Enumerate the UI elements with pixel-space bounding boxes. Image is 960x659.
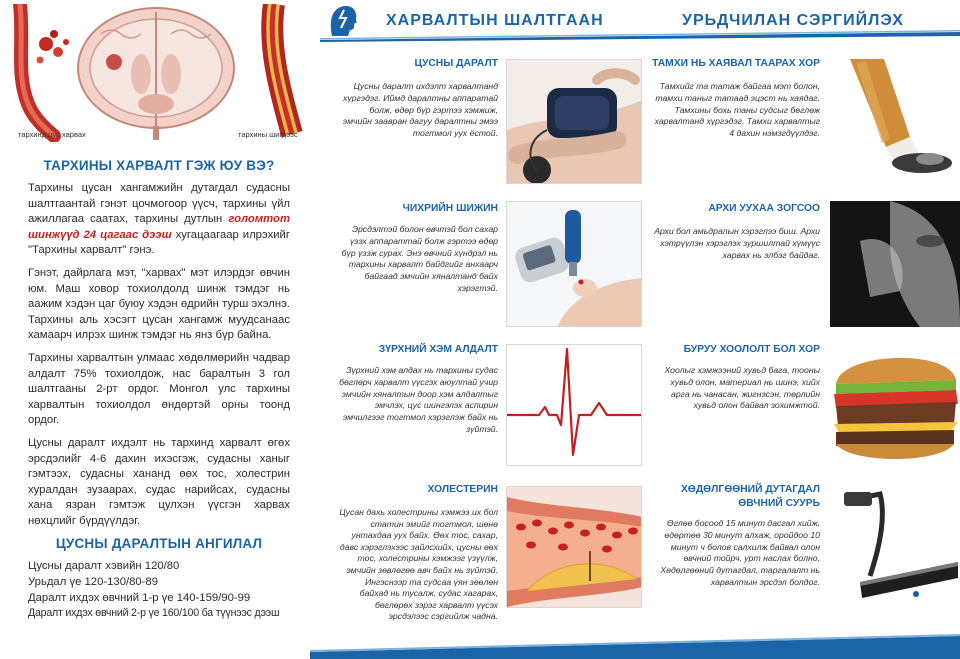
cause-blood-pressure [338, 58, 498, 140]
cause-cholesterol [338, 484, 498, 623]
cause-title: ЦУСНЫ ДАРАЛТ [414, 58, 498, 69]
ecg-image [506, 344, 642, 466]
burger-image [830, 344, 960, 466]
classification-line: Даралт ихдэх өвчний 2-р үе 160/100 ба түүнээс дээш [28, 607, 280, 620]
treadmill-image [830, 486, 960, 608]
artery-plaque-image [272, 4, 292, 134]
cause-text: Цусны даралт ихдэлт харвалтанд хүргэдэг. Иймд даралтны аппаратай болж, өдөр бүр гэртээ хэмжиж, эмчийн заавран дагуу даралтны эмээ тогтмол уух ёстой. [342, 81, 498, 139]
classification-line: Даралт ихдэх өвчний 1-р үе 140-159/90-99 [28, 591, 251, 604]
prevention-exercise [652, 484, 820, 589]
left-panel [0, 0, 310, 659]
prevention-text: Архи бол амьдралын хэрэглээ биш. Архи хэтрүүлэн хэрэглэх зуршилтай хүмүүс харвах нь элбэг байдаг. [654, 226, 820, 260]
prevention-title: БУРУУ ХООЛОЛТ БОЛ ХОР [683, 344, 820, 355]
cause-title: ЗҮРХНИЙ ХЭМ АЛДАЛТ [378, 344, 498, 355]
intro-section [28, 158, 290, 622]
intro-title: ТАРХИНЫ ХАРВАЛТ ГЭЖ ЮУ ВЭ? [43, 158, 275, 173]
prevention-title-2: ӨВЧНИЙ СУУРЬ [738, 498, 820, 509]
prevention-title: УРЬДЧИЛАН СЭРГИЙЛЭХ [682, 12, 904, 29]
footer-band [310, 632, 960, 659]
bleed-caption: тархинд цус харвах [18, 130, 86, 139]
classification-title: ЦУСНЫ ДАРАЛТЫН АНГИЛАЛ [55, 536, 263, 552]
intro-highlight: голомтот шинжүүд 24 цагаас дээш [28, 213, 290, 241]
cause-text: Зүрхний хэм алдах нь тархины судас бөглөрч харвалт үүсгэх аюултай учир эмчийн хяналтын доор хэм алдалтыг эмчлэх, цус шингэлэх аспирин эмчилгээг тогтмол хэрэглэж байх нь зүйтэй. [339, 365, 498, 434]
cause-text: Цусан дахь холестрины хэмжээ их бол статин эмийг тогтмол, шөнө унтахдаа уух байх. Өөх тос, сахар, давс хэрэглэхээс зайлсхийх, цусны өөх тос, холестрины хэмжээг үзүүлж, эмчийн зөвлөгөө авч байх нь зүйтэй. Ингэснээр та судсаа үян зөөлөн байхад нь тусалж, судас хагарах, бөглөрөх зэрэг харвалт үүсэх эрсдэлээс сэргийлж чадна. [339, 507, 498, 622]
drinking-image [830, 201, 960, 327]
prevention-title: ТАМХИ НЬ ХАЯВАЛ ТААРАХ ХОР [652, 58, 820, 69]
prevention-diet [652, 344, 820, 412]
causes-title: ХАРВАЛТЫН ШАЛТГААН [386, 12, 604, 29]
prevention-text: Хоолыг хэмжээний хувьд бага, тооны хувьд олон, материал нь шинэ, хийх арга нь чанасан, жигнэсэн, төрлийн хувьд олон байвал зохимжтой. [664, 365, 820, 411]
blood-pressure-image [506, 59, 642, 184]
artery-bleed-image [20, 4, 69, 136]
prevention-title: АРХИ УУХАА ЗОГСОО [708, 203, 820, 214]
artery-cholesterol-image [506, 486, 642, 608]
prevention-smoking [652, 58, 820, 140]
prevention-text: Тамхийг та татаж байгаа мэт болон, тамхи таныг татаад эцэст нь хаядаг. Тамхины бохь таны судсыг бөглөж харвалтанд хүргэдэг. Тамхи харвалтыг 4 дахин нэмэгдүүлдэг. [654, 81, 820, 139]
prevention-title: ХӨДӨЛГӨӨНИЙ ДУТАГДАЛ [680, 484, 820, 495]
intro-paragraph-1: Тархины цусан хангамжийн дутагдал судасны шалтгаантай гэнэт цочмогоор үүсч, тархины үйл ажиллагаа саатах, тархины дутлын голомтот шинжүүд 24 цагаас дээш хугацаагаар илрэхийг "Тархины харвалт" гэнэ. [28, 182, 290, 257]
prevention-text: Өглөө босоод 15 минут дасгал хийж, өдөртөө 30 минут алхаж, оройдоо 10 минут ч болов салхилж байвал олон өвчний тойрч, урт наслах болно. Хөдөлгөөний дутагдал, таргалалт нь харвалтын эрсдэл болдог. [660, 518, 820, 587]
brain-illustration [6, 4, 306, 142]
intro-paragraph-3: Тархины харвалтын улмаас хөдөлмөрийн чадвар алдалт 75% тохиолдож, нас баралтын 3 гол шалтгааны 2-рт ордог. Монгол улс тархины харвалтын тохиолдол өндөртэй орны тоонд ордог. [28, 351, 290, 427]
cigarette-image [830, 59, 960, 184]
cause-title: ХОЛЕСТЕРИН [427, 484, 498, 495]
glucose-meter-image [506, 201, 642, 327]
head-profile-icon [326, 2, 360, 38]
prevention-alcohol [652, 203, 820, 261]
brain-section-image [78, 8, 234, 140]
intro-paragraph-2: Гэнэт, дайрлага мэт, "харвах" мэт илэрдэг өвчин юм. Маш ховор тохиолдолд шинж тэмдэг нь аажим хэдэн цаг буюу хэдэн өдрийн турш эхэлнэ. Тархины аль хэсэгт цусан хангамж муудсанаас хамаарч илрэх шинж тэмдэг нь янз бүр байна. [28, 266, 290, 342]
intro-paragraph-4: Цусны даралт ихдэлт нь тархинд харвалт өгөх эрсдэлийг 4-6 дахин ихэсгэж, судасны ханыг гэмтээх, судасны хананд өөх тос, холестрин хуралдан зузаарах, судас нарийсах, судасны хана язран гэмтэж цулхэн үүсгэн харвах нөхцлийг бүрдүүлдэг. [28, 436, 290, 527]
infarct-caption: тархины шигдээс [238, 130, 298, 139]
cause-arrhythmia [338, 344, 498, 436]
cause-text: Эрсдэлтэй болон өвчтэй бол сахар үзэх аппараттай болж гэртээ өдөр бүр үзэж сурах. Энэ өвчний хүндрэл нь тархины харвалт байдгийг анхаарч байгаад эмчийн хяналтанд байх хэрэгтэй. [341, 224, 498, 293]
classification-line: Цусны даралт хэвийн 120/80 [28, 560, 180, 573]
classification-line: Урьдал үе 120-130/80-89 [28, 576, 159, 589]
cause-title: ЧИХРИЙН ШИЖИН [402, 203, 498, 214]
cause-diabetes [338, 203, 498, 295]
